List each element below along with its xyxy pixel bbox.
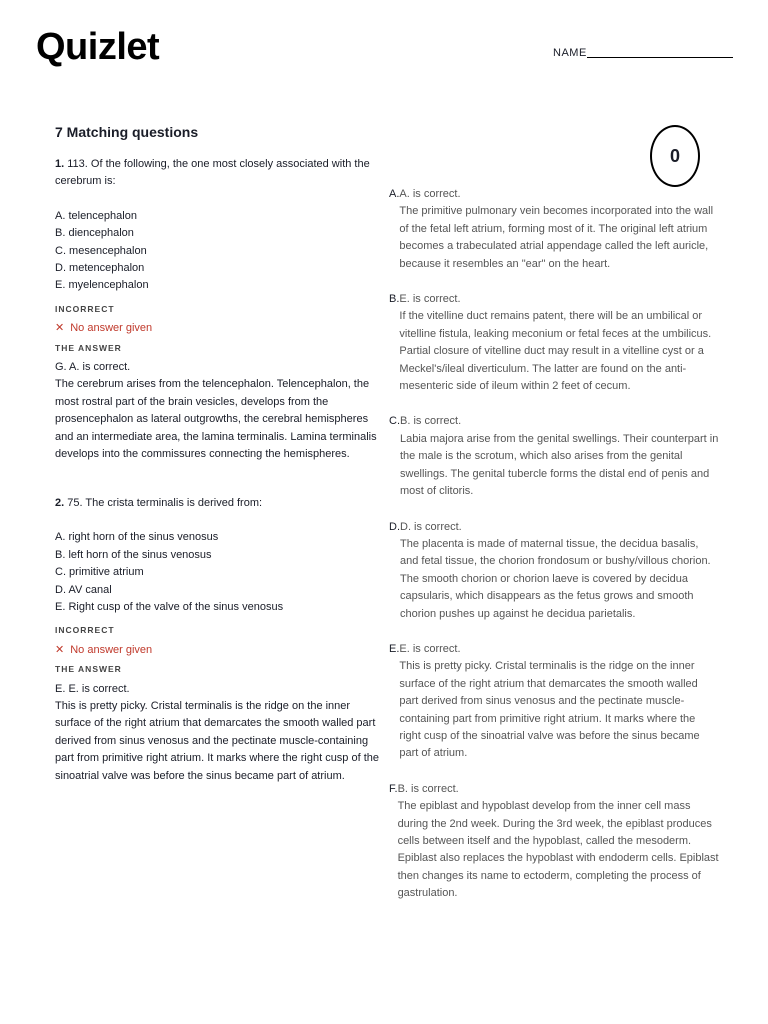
answer-letter: E. <box>389 642 400 655</box>
answer-item-a <box>389 186 719 273</box>
answer-body <box>400 413 719 500</box>
answer-body <box>399 641 719 763</box>
option-item: E. Right cusp of the valve of the sinus venosus <box>55 601 284 614</box>
score-value: 0 <box>669 145 680 166</box>
answer-label: THE ANSWER <box>55 342 122 353</box>
answer-text: G. A. is correct. The cerebrum arises from the telencephalon. Telencephalon, the most rostral part of the brain vesicles, develops from the prosencephalon as lateral outgrowths, the cerebral hemispheres and an intermediate area, the lamina terminalis. Lamina terminalis develops into the commissures connecting the hemispheres. <box>55 361 377 461</box>
no-answer-text: No answer given <box>70 643 153 656</box>
option-item: B. left horn of the sinus venosus <box>55 548 212 561</box>
no-answer-row <box>55 320 380 337</box>
answer-label: THE ANSWER <box>55 664 122 675</box>
answer-explanation: The placenta is made of maternal tissue, the decidua basalis, and fetal tissue, the chorion frondosum or bushy/villous chorion. The smooth chorion or chorion laeve is covered by decidua capsularis, which disappears as the fetus grows and smooth chorion pushes up against he decidua parietalis. <box>400 537 711 620</box>
answer-head: B. is correct. <box>400 415 462 428</box>
option-item: C. primitive atrium <box>55 566 144 579</box>
option-item: D. AV canal <box>55 583 112 596</box>
option-item: E. myelencephalon <box>55 279 149 292</box>
status-label: INCORRECT <box>55 625 115 636</box>
option-item: C. mesencephalon <box>55 244 147 257</box>
answer-text: E. E. is correct. This is pretty picky. Cristal terminalis is the ridge on the inner surface of the right atrium that demarcates the smooth walled part derived from sinus venosus and the pectinate muscle-containing part from primitive right atrium. It marks where the right cusp of the sinoatrial valve was before the sinus became part of atrium. <box>55 682 380 782</box>
score-circle <box>650 125 700 187</box>
answer-explanation: If the vitelline duct remains patent, there will be an umbilical or vitelline fistula, leaking meconium or fetal feces at the umbilicus. Partial closure of vitelline duct may result in a vitelline cyst or a Meckel's/ileal diverticulum. The latter are found on the anti-mesenteric side of ileum within 2 feet of cecum. <box>399 310 712 393</box>
x-mark-icon: ✕ <box>55 643 65 656</box>
no-answer-row <box>55 642 380 659</box>
answer-item-b <box>389 291 719 395</box>
answer-head: A. is correct. <box>399 188 461 200</box>
quizlet-logo: Quizlet <box>36 26 160 68</box>
answer-body <box>399 291 719 395</box>
answer-letter: B. <box>389 293 400 306</box>
question-prompt: 75. The crista terminalis is derived from: <box>67 497 263 509</box>
question-text <box>55 156 380 191</box>
answer-explanation: Labia majora arise from the genital swellings. Their counterpart in the male is the scrotum, which also arises from the genital swellings. The genital tubercle forms the distal end of penis and most of clitoris. <box>400 432 719 498</box>
question-number: 1. <box>55 158 65 170</box>
answer-body <box>398 781 719 903</box>
answer-head: E. is correct. <box>399 293 461 306</box>
answer-item-f <box>389 781 719 903</box>
option-item: A. telencephalon <box>55 209 137 222</box>
question-number: 2. <box>55 497 65 509</box>
option-list <box>55 208 380 295</box>
answer-head: E. is correct. <box>399 642 461 655</box>
no-answer-text: No answer given <box>70 322 153 335</box>
status-label: INCORRECT <box>55 303 115 314</box>
name-line <box>587 57 733 58</box>
answer-explanation: The epiblast and hypoblast develop from the inner cell mass during the 2nd week. During the 3rd week, the epiblast produces cells between itself and the hypoblast, called the mesoderm. Epiblast also replaces the hypoblast with endoderm cells. Epiblast then changes its name to ectoderm, completing the process of gastrulation. <box>397 800 719 900</box>
question-1 <box>55 156 380 464</box>
answer-item-c <box>389 413 719 500</box>
question-prompt: 113. Of the following, the one most closely associated with the cerebrum is: <box>55 158 370 188</box>
x-mark-icon: ✕ <box>55 322 65 335</box>
name-label: NAME <box>553 47 587 59</box>
option-list <box>55 529 380 616</box>
answer-letter: F. <box>389 782 398 795</box>
answer-letter: D. <box>389 520 400 533</box>
question-text <box>55 495 380 512</box>
answer-item-d <box>389 519 719 623</box>
answer-letter: C. <box>389 415 400 428</box>
answer-explanation: This is pretty picky. Cristal terminalis is the ridge on the inner surface of the right atrium that demarcates the smooth walled part derived from sinus venosus and the pectinate muscle-containing part from primitive right atrium. It marks where the right cusp of the sinoatrial valve was before the sinus became part of atrium. <box>399 660 700 760</box>
answer-head: D. is correct. <box>400 520 462 533</box>
answer-list <box>389 186 719 921</box>
option-item: A. right horn of the sinus venosus <box>55 531 219 544</box>
option-item: B. diencephalon <box>55 227 134 240</box>
answer-letter: A. <box>389 188 400 200</box>
answer-item-e <box>389 641 719 763</box>
answer-body <box>400 519 719 623</box>
answer-body <box>399 186 719 273</box>
answer-explanation: The primitive pulmonary vein becomes incorporated into the wall of the fetal left atrium, forming most of it. The original left atrium becomes a trabeculated atrial appendage called the left auricle, because it resembles an "ear" on the heart. <box>399 205 714 270</box>
option-item: D. metencephalon <box>55 262 145 275</box>
section-title: 7 Matching questions <box>55 124 199 140</box>
question-2 <box>55 495 380 785</box>
answer-head: B. is correct. <box>397 782 459 795</box>
